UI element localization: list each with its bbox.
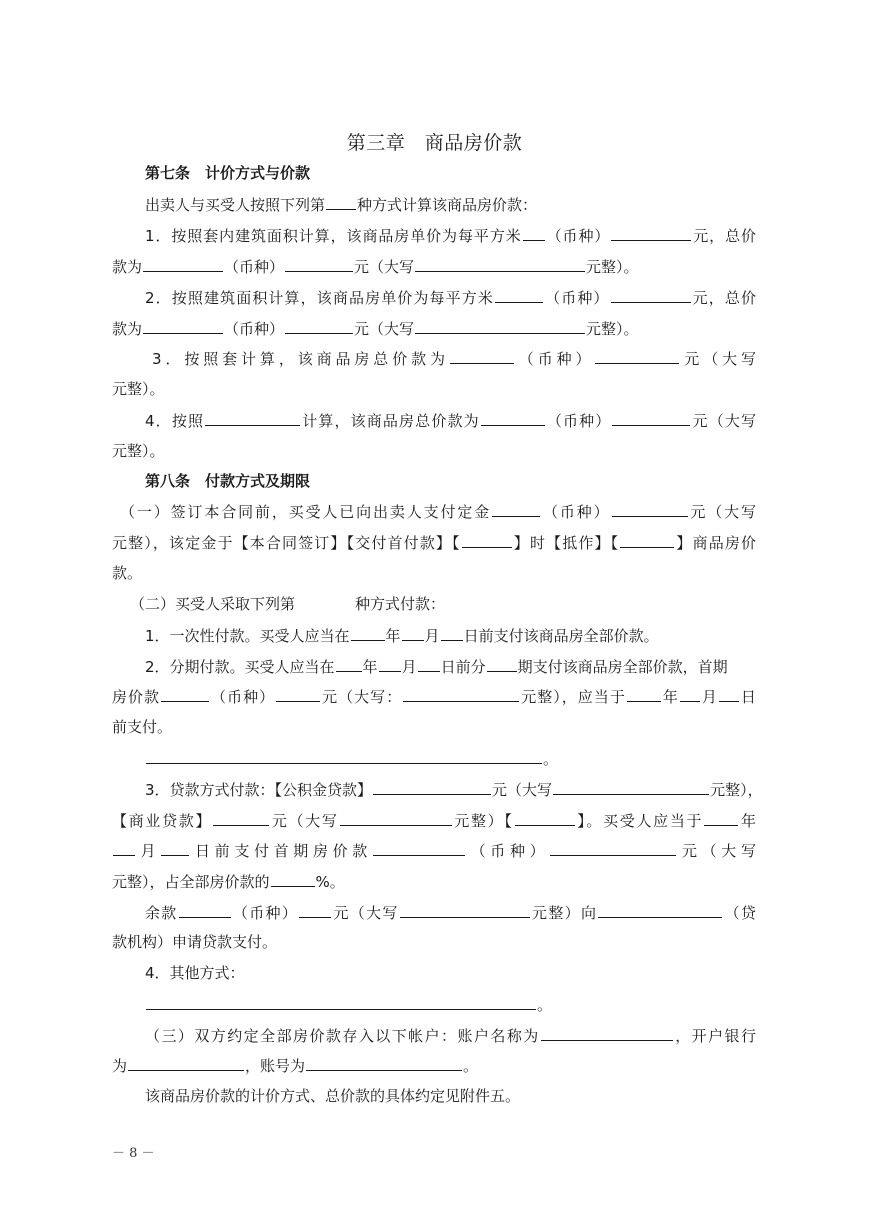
blank-field[interactable]: [541, 1025, 673, 1041]
option-4-line-2: 。: [145, 994, 756, 1015]
blank-field[interactable]: [205, 410, 300, 426]
chapter-title: 第三章 商品房价款: [346, 132, 523, 154]
blank-field[interactable]: [113, 840, 135, 856]
method-3-line-2: 元整）。: [112, 380, 165, 398]
blank-field[interactable]: [620, 532, 674, 548]
blank-field[interactable]: [403, 686, 519, 702]
blank-field[interactable]: [285, 256, 353, 272]
blank-field[interactable]: [495, 287, 543, 303]
blank-field[interactable]: [719, 686, 739, 702]
blank-field[interactable]: [143, 256, 223, 272]
blank-field[interactable]: [299, 902, 331, 918]
blank-field[interactable]: [450, 348, 514, 364]
blank-field[interactable]: [492, 501, 540, 517]
blank-field[interactable]: [146, 994, 536, 1010]
blank-field[interactable]: [550, 840, 676, 856]
blank-field[interactable]: [415, 318, 585, 334]
blank-field[interactable]: [400, 902, 530, 918]
deposit-line-3: 款。: [112, 564, 143, 582]
blank-field[interactable]: [612, 410, 690, 426]
blank-field[interactable]: [336, 656, 362, 672]
annex-reference: 该商品房价款的计价方式、总价款的具体约定见附件五。: [145, 1087, 521, 1105]
blank-field[interactable]: [515, 810, 575, 826]
blank-field[interactable]: [326, 194, 356, 210]
blank-field[interactable]: [340, 810, 452, 826]
blank-field[interactable]: [481, 410, 545, 426]
article-7-intro: 出卖人与买受人按照下列第 种方式计算该商品房价款：: [145, 196, 538, 214]
blank-field[interactable]: [611, 225, 691, 241]
blank-field[interactable]: [523, 225, 545, 241]
blank-field[interactable]: [276, 686, 320, 702]
blank-field[interactable]: [146, 748, 542, 764]
blank-field[interactable]: [161, 686, 209, 702]
blank-field[interactable]: [415, 256, 585, 272]
option-2-line-1: 2．分期付款。买受人应当在 年 月 日前分 期支付该商品房全部价款，首期: [145, 658, 728, 676]
blank-field[interactable]: [627, 686, 661, 702]
method-3-line-1: 3．按照套计算，该商品房总价款为 （币种） 元（大写: [152, 350, 756, 368]
blank-field[interactable]: [402, 625, 424, 641]
page-number: － 8 －: [112, 1146, 155, 1161]
account-line-2: 为 ，账号为 。: [112, 1057, 479, 1075]
blank-field[interactable]: [351, 625, 385, 641]
blank-field[interactable]: [441, 625, 463, 641]
blank-field[interactable]: [418, 656, 440, 672]
method-2-line-1: 2．按照建筑面积计算，该商品房单价为每平方米 （币种） 元，总价: [145, 289, 756, 307]
option-3-line-1: 3．贷款方式付款：【公积金贷款】 元（大写 元整），: [145, 781, 763, 799]
blank-field[interactable]: [373, 840, 465, 856]
blank-field[interactable]: [462, 532, 512, 548]
article-7-heading: 第七条 计价方式与价款: [145, 164, 311, 182]
method-1-line-2: 款为 （币种） 元（大写 元整）。: [112, 258, 639, 276]
blank-field[interactable]: [179, 902, 231, 918]
account-line-1: （三）双方约定全部房价款存入以下帐户：账户名称为 ，开户银行: [145, 1027, 756, 1045]
blank-field[interactable]: [128, 1055, 244, 1071]
blank-field[interactable]: [161, 840, 189, 856]
method-1-line-1: 1．按照套内建筑面积计算，该商品房单价为每平方米 （币种） 元，总价: [145, 227, 756, 245]
option-4-line-1: 4．其他方式：: [145, 964, 245, 982]
blank-field[interactable]: [612, 501, 688, 517]
option-3-line-5: 余款 （币种） 元（大写 元整）向 （贷: [145, 904, 756, 922]
option-3-line-2: 【商业贷款】 元（大写 元整）【 】。买受人应当于 年: [112, 812, 756, 830]
blank-field[interactable]: [704, 810, 738, 826]
blank-field[interactable]: [271, 871, 315, 887]
deposit-line-2: 元整），该定金于【本合同签订】【交付首付款】【 】时【抵作】【 】商品房价: [112, 534, 756, 552]
blank-field[interactable]: [373, 779, 491, 795]
blank-field[interactable]: [611, 287, 691, 303]
blank-field[interactable]: [487, 656, 517, 672]
option-3-line-4: 元整），占全部房价款的 %。: [112, 873, 345, 891]
method-2-line-2: 款为 （币种） 元（大写 元整）。: [112, 320, 639, 338]
blank-field[interactable]: [379, 656, 401, 672]
option-2-line-2: 房价款 （币种） 元（大写： 元整），应当于 年 月 日: [112, 688, 756, 706]
method-4-line-2: 元整）。: [112, 442, 165, 460]
option-2-line-3: 前支付。: [112, 718, 173, 736]
blank-field[interactable]: [285, 318, 353, 334]
method-4-line-1: 4．按照 计算，该商品房总价款为 （币种） 元（大写: [145, 412, 756, 430]
payment-methods-intro: （二）买受人采取下列第 种方式付款：: [130, 595, 446, 613]
blank-field[interactable]: [213, 810, 269, 826]
blank-field[interactable]: [553, 779, 709, 795]
blank-field[interactable]: [143, 318, 223, 334]
blank-field[interactable]: [306, 1055, 462, 1071]
deposit-line-1: （一）签订本合同前，买受人已向出卖人支付定金 （币种） 元（大写: [120, 503, 756, 521]
option-1-lump-sum: 1．一次性付款。买受人应当在 年 月 日前支付该商品房全部价款。: [145, 627, 659, 645]
blank-field[interactable]: [598, 902, 722, 918]
article-8-heading: 第八条 付款方式及期限: [145, 472, 311, 490]
option-2-line-4: 。: [145, 748, 756, 769]
blank-field[interactable]: [680, 686, 700, 702]
blank-field[interactable]: [595, 348, 679, 364]
option-3-line-6: 款机构）申请贷款支付。: [112, 933, 278, 951]
option-3-line-3: 月 日前支付首期房价款 （币种） 元（大写: [112, 840, 756, 861]
